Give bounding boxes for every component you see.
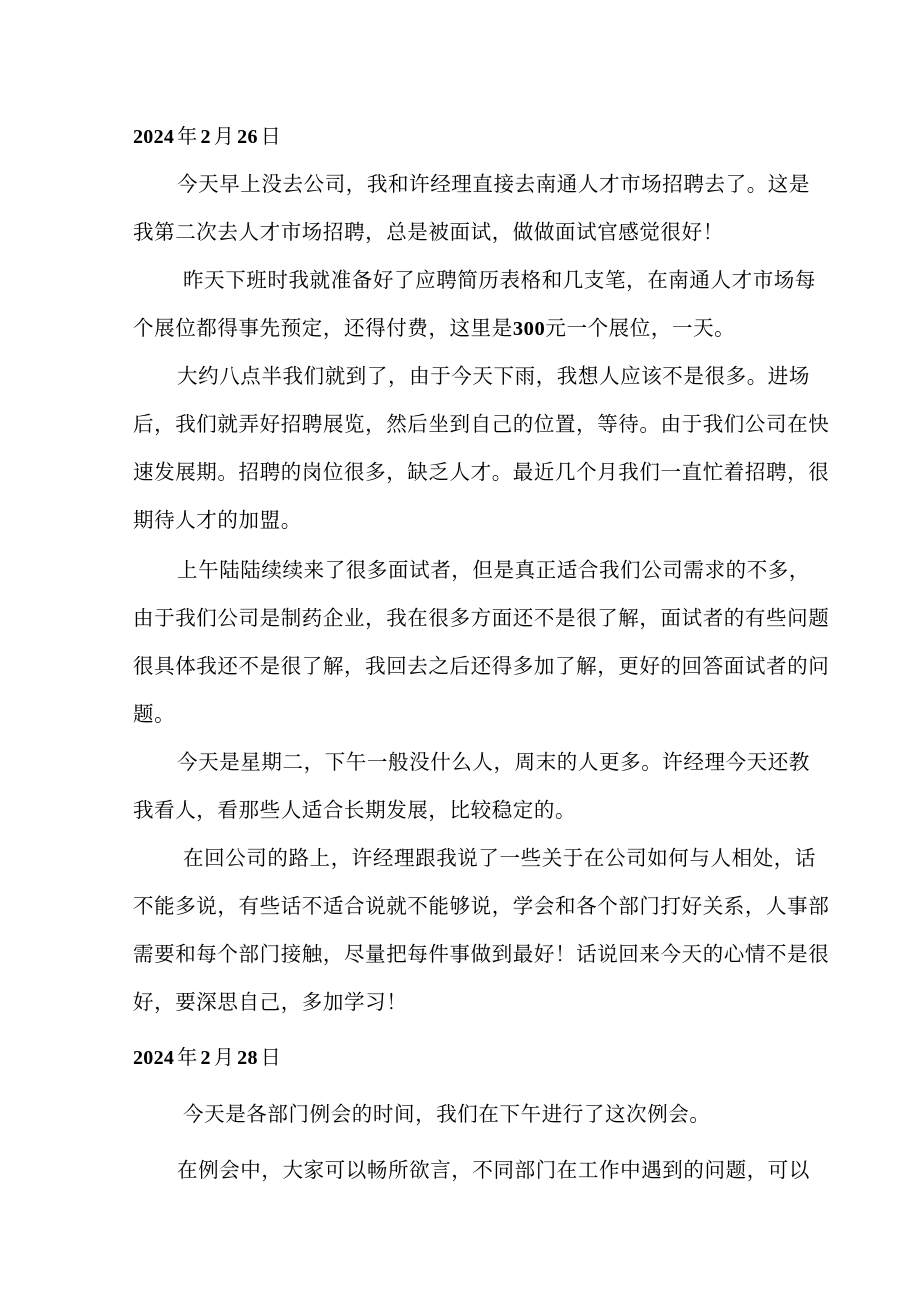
date-month: 2: [200, 126, 211, 148]
paragraph-line: 昨天下班时我就准备好了应聘简历表格和几支笔，在南通人才市场每: [183, 268, 816, 292]
date-year: 2024: [133, 1047, 175, 1069]
paragraph-line: [133, 304, 793, 352]
paragraph-line: 不能多说，有些话不适合说就不能够说，学会和各个部门打好关系，人事部: [133, 894, 830, 918]
paragraph-4: [133, 546, 830, 738]
paragraph-line: 今天早上没去公司，我和许经理直接去南通人才市场招聘去了。这是: [177, 172, 810, 196]
date-day: 26: [237, 126, 258, 148]
paragraph-8: [133, 1146, 810, 1194]
paragraph-1: [133, 160, 810, 256]
paragraph-line: 在回公司的路上，许经理跟我说了一些关于在公司如何与人相处，话: [183, 846, 816, 870]
paragraph-line: 由于我们公司是制药企业，我在很多方面还不是很了解，面试者的有些问题: [133, 606, 830, 630]
paragraph-line: 题。: [133, 702, 176, 726]
date-day: 28: [237, 1047, 258, 1069]
paragraph-6: [133, 834, 830, 1026]
paragraph-line: 需要和每个部门接触，尽量把每件事做到最好！话说回来今天的心情不是很: [133, 942, 830, 966]
paragraph-line: 大约八点半我们就到了，由于今天下雨，我想人应该不是很多。进场: [177, 364, 810, 388]
paragraph-line: 速发展期。招聘的岗位很多，缺乏人才。最近几个月我们一直忙着招聘，很: [133, 460, 830, 484]
paragraph-line: 在例会中，大家可以畅所欲言，不同部门在工作中遇到的问题，可以: [177, 1158, 810, 1182]
paragraph-2: [133, 256, 816, 352]
price-number: 300: [512, 318, 546, 340]
paragraph-line: 期待人才的加盟。: [133, 508, 302, 532]
entry-date-1: [133, 121, 284, 152]
entry-date-2: [133, 1042, 284, 1073]
date-month: 2: [200, 1047, 211, 1069]
date-day-unit: 日: [260, 124, 282, 148]
paragraph-line: 上午陆陆续续来了很多面试者，但是真正适合我们公司需求的不多，: [177, 558, 810, 582]
date-year-unit: 年: [177, 124, 198, 148]
date-month-unit: 月: [213, 124, 235, 148]
date-day-unit: 日: [260, 1045, 282, 1069]
paragraph-3: [133, 352, 830, 544]
paragraph-line: 很具体我还不是很了解，我回去之后还得多加了解，更好的回答面试者的问: [133, 654, 830, 678]
paragraph-7: [133, 1090, 793, 1138]
line-segment: 元一个展位，一天。: [545, 316, 736, 340]
line-segment: 个展位都得事先预定，还得付费，这里是: [133, 316, 513, 340]
date-month-unit: 月: [213, 1045, 235, 1069]
paragraph-line: 我看人，看那些人适合长期发展，比较稳定的。: [133, 798, 577, 822]
paragraph-line: 好，要深思自己，多加学习！: [133, 990, 408, 1014]
date-year: 2024: [133, 126, 175, 148]
paragraph-line: 我第二次去人才市场招聘，总是被面试，做做面试官感觉很好！: [133, 220, 724, 244]
paragraph-line: 今天是各部门例会的时间，我们在下午进行了这次例会。: [183, 1102, 711, 1126]
date-year-unit: 年: [177, 1045, 198, 1069]
paragraph-line: 今天是星期二，下午一般没什么人，周末的人更多。许经理今天还教: [177, 750, 810, 774]
paragraph-line: 后，我们就弄好招聘展览，然后坐到自己的位置，等待。由于我们公司在快: [133, 412, 830, 436]
paragraph-5: [133, 738, 810, 834]
